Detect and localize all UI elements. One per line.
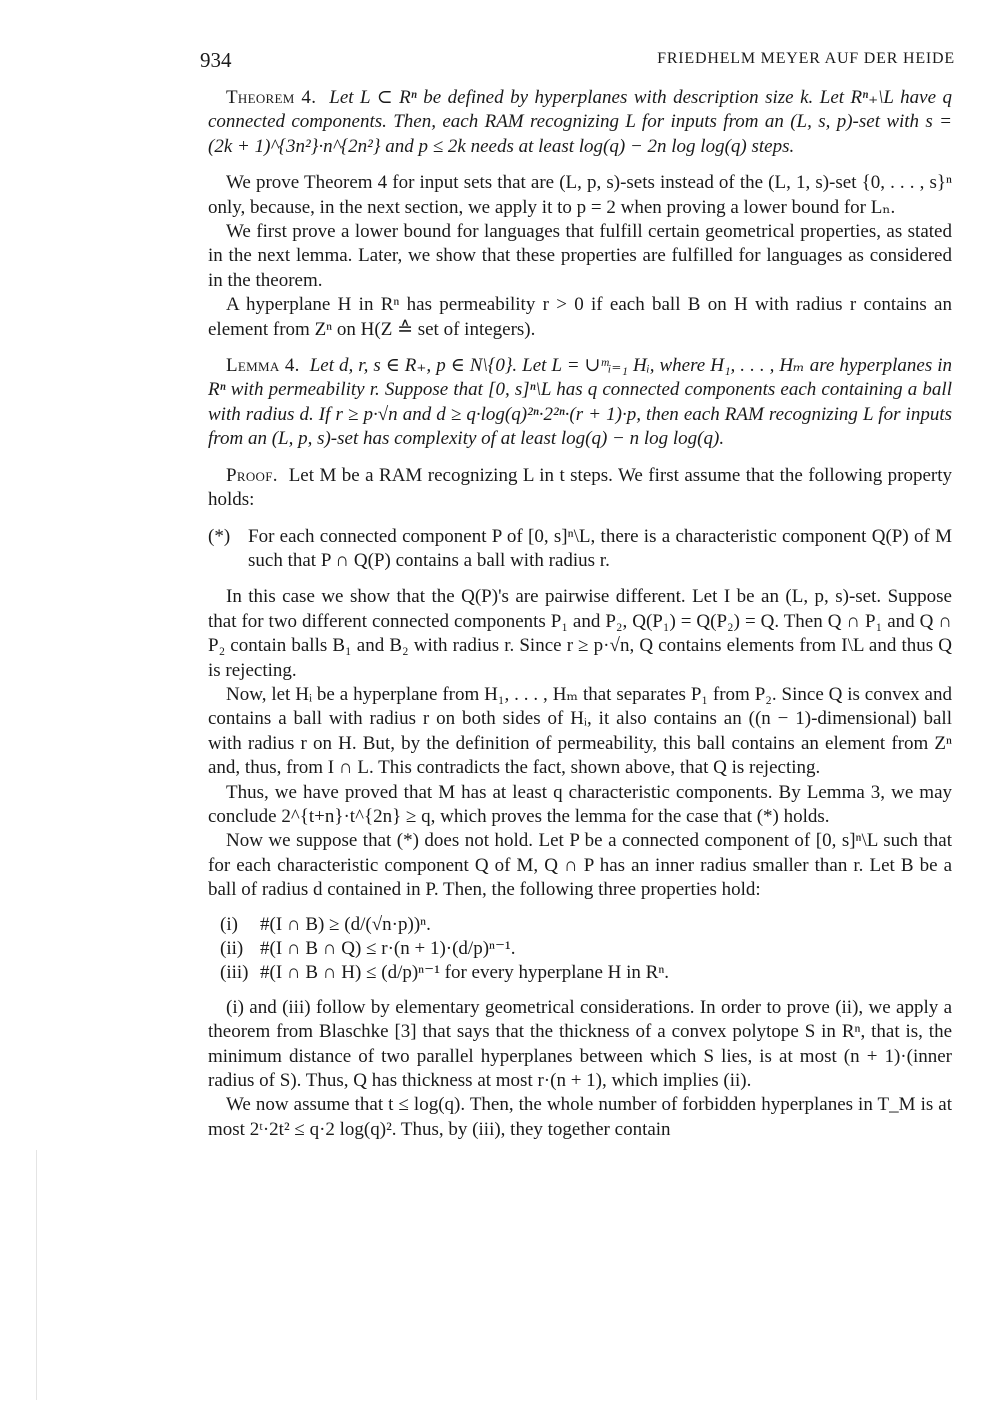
lemma-4 [208, 354, 952, 452]
list-item-text: #(I ∩ B ∩ Q) ≤ r·(n + 1)·(d/p)ⁿ⁻¹. [260, 938, 516, 959]
list-item-text: #(I ∩ B) ≥ (d/(√n·p))ⁿ. [260, 913, 431, 935]
paragraph-pairwise-different: In this case we show that the Q(P)'s are pairwise different. Let I be an (L, p, s)-set. Suppose that for two different connected components P₁ and P₂, Q(P₁) = Q(P₂) = Q. Then Q ∩ P₁ and Q ∩ P₂ contain balls B₁ and B₂ with radius r. Since r ≥ p·√n, Q contains elements from I\L and thus Q is rejecting. [208, 586, 952, 681]
properties-list [220, 913, 952, 986]
paragraph-lower-bound-plan: We first prove a lower bound for languages that fulfill certain geometrical properties, as stated in the next lemma. Later, we show that these properties are fulfilled for languages as considered in the theorem. [208, 221, 952, 291]
page-number: 934 [200, 48, 232, 72]
paragraph-characteristic-components: Thus, we have proved that M has at least q characteristic components. By Lemma 3, we may conclude 2^{t+n}·t^{2n} ≥ q, which proves the lemma for the case that (*) holds. [208, 781, 952, 827]
list-item-tag: (iii) [220, 962, 249, 984]
list-item [220, 913, 952, 937]
list-item-tag: (i) [220, 913, 238, 935]
list-item-text: #(I ∩ B ∩ H) ≤ (d/p)ⁿ⁻¹ for every hyperplane H in Rⁿ. [260, 962, 670, 984]
property-star [208, 525, 952, 574]
paragraph-forbidden-hyperplanes: We now assume that t ≤ log(q). Then, the whole number of forbidden hyperplanes in T_M is at most 2ᵗ·2t² ≤ q·2 log(q)². Thus, by (iii), they together contain [208, 1094, 952, 1140]
paragraph-theorem-scope: We prove Theorem 4 for input sets that are (L, p, s)-sets instead of the (L, 1, s)-set {0, . . . , s}ⁿ only, because, in the next section, we apply it to p = 2 when proving a lower bound for Lₙ. [208, 172, 952, 218]
paragraph-separating-hyperplane: Now, let Hᵢ be a hyperplane from H₁, . . . , Hₘ that separates P₁ from P₂. Since Q is convex and contains a ball with radius r on both sides of Hᵢ, it also contains an ((n − 1)-dimensional) ball with radius r on H. But, by the definition of permeability, this ball contains an element from Zⁿ and, thus, from I ∩ L. This contradicts the fact, shown above, that Q is rejecting. [208, 683, 952, 779]
running-head: FRIEDHELM MEYER AUF DER HEIDE [657, 50, 955, 67]
theorem-4 [208, 86, 952, 159]
theorem-text: Let L ⊂ Rⁿ be defined by hyperplanes with description size k. Let Rⁿ₊\L have q connected components. Then, each RAM recognizing L for inputs from an (L, s, p)-set with s = (2k + 1)^{3n²}·n^{2n²} and p ≤ 2k needs at least log(q) − 2n log log(q) steps. [208, 87, 953, 157]
lemma-text: Let d, r, s ∈ R₊, p ∈ N\{0}. Let L = ∪ᵐᵢ₌₁ Hᵢ, where H₁, . . . , Hₘ are hyperplanes in Rⁿ with permeability r. Suppose that [0, s]ⁿ\L has q connected components each containing a ball with radius d. If r ≥ p·√n and d ≥ q·log(q)²ⁿ·2²ⁿ·(r + 1)·p, then each RAM recognizing L for inputs from an (L, p, s)-set has complexity of at least log(q) − n log log(q). [208, 355, 953, 450]
property-star-tag: (*) [208, 525, 231, 547]
property-star-text: For each connected component P of [0, s]ⁿ\L, there is a characteristic component Q(P) of M such that P ∩ Q(P) contains a ball with radius r. [248, 525, 952, 571]
proof [208, 464, 952, 513]
theorem-label: Theorem 4. [226, 87, 317, 108]
list-item [220, 961, 952, 985]
proof-label: Proof. [226, 464, 278, 486]
paragraph-blaschke: (i) and (iii) follow by elementary geometrical considerations. In order to prove (ii), we apply a theorem from Blaschke [3] that says that the thickness of a convex polytope S in Rⁿ, that is, the minimum distance of two parallel hyperplanes between which S lies, is at most (n + 1)·(inner radius of S). Thus, Q has thickness at most r·(n + 1), which implies (ii). [208, 996, 952, 1092]
scan-margin-line [36, 1150, 37, 1400]
proof-text: Let M be a RAM recognizing L in t steps. We first assume that the following property holds: [208, 464, 952, 511]
lemma-label: Lemma 4. [226, 355, 300, 377]
page-body [208, 86, 952, 1142]
page-header [200, 48, 955, 78]
paragraph-permeability-definition: A hyperplane H in Rⁿ has permeability r > 0 if each ball B on H with radius r contains an element from Zⁿ on H(Z ≙ set of integers). [208, 294, 952, 340]
list-item [220, 937, 952, 961]
list-item-tag: (ii) [220, 938, 244, 959]
paragraph-star-not-hold: Now we suppose that (*) does not hold. Let P be a connected component of [0, s]ⁿ\L such that for each characteristic component Q of M, Q ∩ P has an inner radius smaller than r. Let B be a ball of radius d contained in P. Then, the following three properties hold: [208, 830, 952, 901]
